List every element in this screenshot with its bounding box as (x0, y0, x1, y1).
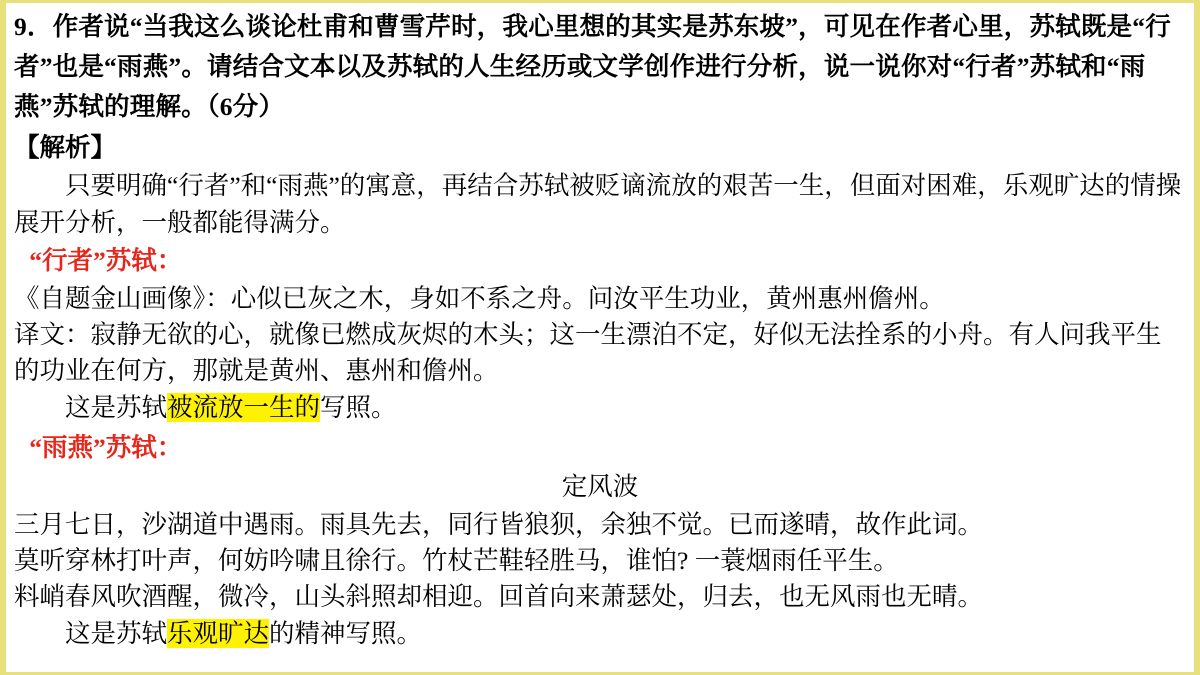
walker-conclusion-highlight: 被流放一生的 (167, 393, 321, 422)
analysis-paragraph: 只要明确“行者”和“雨燕”的寓意，再结合苏轼被贬谪流放的艰苦一生，但面对困难，乐观旷达的情操展开分析，一般都能得满分。 (14, 171, 1182, 237)
swift-conclusion-pre: 这是苏轼 (65, 619, 168, 648)
swift-section-heading (14, 429, 1186, 467)
swift-heading-text: “雨燕”苏轼 (29, 433, 157, 462)
question-text: 作者说“当我这么谈论杜甫和曹雪芹时，我心里想的其实是苏东坡”，可见在作者心里，苏轼既是“行者”也是“雨燕”。请结合文本以及苏轼的人生经历或文学创作进行分析，说一说你对“行者”苏轼和“雨燕”苏轼的理解。（6分） (14, 12, 1171, 121)
poem-line-3: 料峭春风吹酒醒，微冷，山头斜照却相迎。回首向来萧瑟处，归去，也无风雨也无晴。 (14, 582, 984, 611)
walker-section-heading (14, 242, 1186, 280)
poem-line-1: 三月七日，沙湖道中遇雨。雨具先去，同行皆狼狈，余独不觉。已而遂晴，故作此词。 (14, 510, 984, 539)
walker-heading-text: “行者”苏轼 (29, 246, 157, 275)
swift-conclusion-highlight: 乐观旷达 (167, 619, 270, 648)
walker-conclusion-pre: 这是苏轼 (65, 393, 168, 422)
question-block (14, 7, 1186, 127)
swift-conclusion-post: 的精神写照。 (269, 619, 423, 648)
swift-heading-colon: ： (156, 433, 183, 462)
walker-quote-line: 《自题金山画像》：心似已灰之木，身如不系之舟。问汝平生功业，黄州惠州儋州。 (14, 284, 945, 313)
question-number: 9． (14, 12, 53, 41)
swift-conclusion (14, 615, 1186, 652)
poem-title: 定风波 (561, 472, 639, 501)
walker-conclusion (14, 389, 1186, 426)
walker-translation-line: 译文：寂静无欲的心，就像已燃成灰烬的木头；这一生漂泊不定，好似无法拴系的小舟。有人问我平生的功业在何方，那就是黄州、惠州和儋州。 (14, 320, 1162, 385)
walker-heading-colon: ： (156, 246, 183, 275)
analysis-label: 【解析】 (14, 133, 117, 162)
walker-conclusion-post: 写照。 (320, 393, 397, 422)
poem-line-2: 莫听穿林打叶声，何妨吟啸且徐行。竹杖芒鞋轻胜马，谁怕? 一蓑烟雨任平生。 (14, 546, 899, 575)
slide-content (14, 7, 1186, 672)
